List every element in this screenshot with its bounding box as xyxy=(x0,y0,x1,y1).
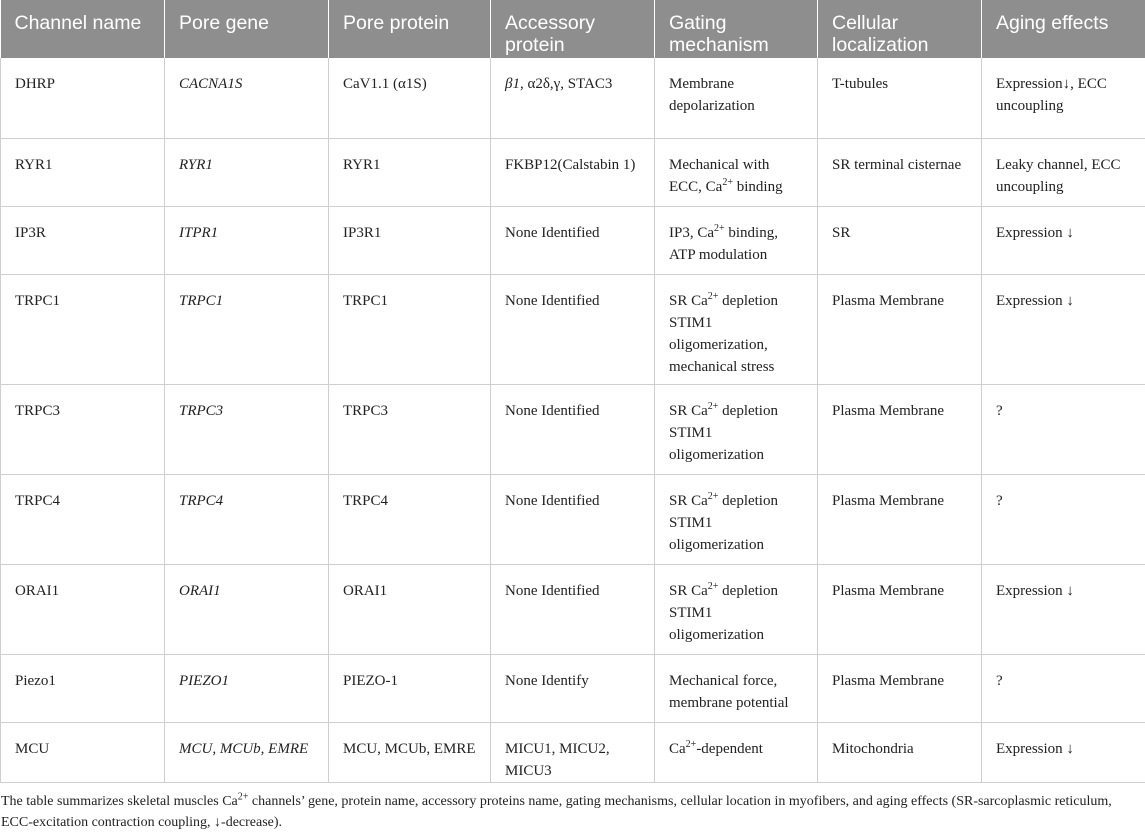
gating-text-post: -dependent xyxy=(696,740,763,757)
header-accessory-protein: Accessory protein xyxy=(491,0,655,58)
gating-text-pre: SR Ca xyxy=(669,492,708,509)
gating-superscript: 2+ xyxy=(714,222,725,234)
cell-accessory-protein: None Identify xyxy=(491,654,655,722)
header-gating-mechanism: Gating mechanism xyxy=(655,0,818,58)
cell-pore-protein: TRPC4 xyxy=(329,474,491,564)
cell-pore-gene: RYR1 xyxy=(165,138,329,206)
gating-superscript: 2+ xyxy=(707,580,719,592)
cell-pore-gene: CACNA1S xyxy=(165,58,329,138)
cell-cellular-localization: Plasma Membrane xyxy=(818,654,982,722)
cell-pore-protein: TRPC3 xyxy=(329,384,491,474)
cell-cellular-localization: Plasma Membrane xyxy=(818,274,982,384)
cell-cellular-localization: Mitochondria xyxy=(818,722,982,782)
cell-cellular-localization: SR xyxy=(818,206,982,274)
table-row xyxy=(1,722,1145,782)
gating-superscript: 2+ xyxy=(707,290,719,302)
header-aging-effects: Aging effects xyxy=(982,0,1145,58)
cell-channel-name: RYR1 xyxy=(1,138,165,206)
header-pore-gene: Pore gene xyxy=(165,0,329,58)
gating-text-post: binding xyxy=(732,178,783,195)
cell-pore-gene: ORAI1 xyxy=(165,564,329,654)
cell-channel-name: TRPC1 xyxy=(1,274,165,384)
table-header xyxy=(1,0,1145,58)
cell-channel-name: MCU xyxy=(1,722,165,782)
cell-pore-protein: IP3R1 xyxy=(329,206,491,274)
cell-gating-mechanism xyxy=(655,564,818,654)
cell-aging-effects: ? xyxy=(982,474,1145,564)
cell-aging-effects: Expression↓, ECC uncoupling xyxy=(982,58,1145,138)
cell-accessory-protein: FKBP12(Calstabin 1) xyxy=(491,138,655,206)
gating-text-pre: SR Ca xyxy=(669,402,708,419)
gating-text-post: depletion STIM1 oligomerization xyxy=(669,492,778,553)
header-row xyxy=(1,0,1145,58)
table-row xyxy=(1,384,1145,474)
cell-cellular-localization: T-tubules xyxy=(818,58,982,138)
cell-pore-gene: TRPC3 xyxy=(165,384,329,474)
cell-pore-protein: ORAI1 xyxy=(329,564,491,654)
cell-pore-gene: MCU, MCUb, EMRE xyxy=(165,722,329,782)
gating-superscript: 2+ xyxy=(685,738,697,750)
cell-gating-mechanism xyxy=(655,274,818,384)
cell-pore-gene: TRPC4 xyxy=(165,474,329,564)
cell-channel-name: DHRP xyxy=(1,58,165,138)
table-caption xyxy=(0,783,1145,833)
cell-pore-protein: CaV1.1 (α1S) xyxy=(329,58,491,138)
cell-aging-effects: Expression ↓ xyxy=(982,274,1145,384)
table-row xyxy=(1,138,1145,206)
gating-text-pre: Ca xyxy=(669,740,686,757)
cell-channel-name: IP3R xyxy=(1,206,165,274)
cell-cellular-localization: Plasma Membrane xyxy=(818,384,982,474)
cell-pore-gene: ITPR1 xyxy=(165,206,329,274)
gating-superscript: 2+ xyxy=(722,176,733,188)
gating-text-post: depletion STIM1 oligomerization, mechanical stress xyxy=(669,292,778,375)
cell-aging-effects: Expression ↓ xyxy=(982,206,1145,274)
gating-superscript: 2+ xyxy=(707,490,719,502)
cell-cellular-localization: SR terminal cisternae xyxy=(818,138,982,206)
cell-channel-name: TRPC3 xyxy=(1,384,165,474)
cell-aging-effects: Expression ↓ xyxy=(982,722,1145,782)
cell-accessory-protein: None Identified xyxy=(491,564,655,654)
cell-gating-mechanism xyxy=(655,206,818,274)
cell-aging-effects: ? xyxy=(982,654,1145,722)
cell-cellular-localization: Plasma Membrane xyxy=(818,564,982,654)
gating-text-post: depletion STIM1 oligomerization xyxy=(669,582,778,643)
table-row xyxy=(1,274,1145,384)
cell-pore-gene: PIEZO1 xyxy=(165,654,329,722)
cell-pore-protein: MCU, MCUb, EMRE xyxy=(329,722,491,782)
header-channel-name: Channel name xyxy=(1,0,165,58)
gating-text-pre: IP3, Ca xyxy=(669,224,714,241)
table-row xyxy=(1,206,1145,274)
cell-accessory-protein: None Identified xyxy=(491,274,655,384)
caption-text-pre: The table summarizes skeletal muscles Ca xyxy=(1,793,238,809)
cell-channel-name: Piezo1 xyxy=(1,654,165,722)
table-row xyxy=(1,564,1145,654)
cell-cellular-localization: Plasma Membrane xyxy=(818,474,982,564)
cell-gating-mechanism xyxy=(655,722,818,782)
cell-accessory-protein xyxy=(491,58,655,138)
cell-pore-gene: TRPC1 xyxy=(165,274,329,384)
table-row xyxy=(1,58,1145,138)
cell-aging-effects: ? xyxy=(982,384,1145,474)
header-pore-protein: Pore protein xyxy=(329,0,491,58)
caption-superscript: 2+ xyxy=(237,790,249,802)
table-body xyxy=(1,58,1145,782)
cell-gating-mechanism xyxy=(655,474,818,564)
cell-gating-mechanism: Membrane depolarization xyxy=(655,58,818,138)
gating-text-post: depletion STIM1 oligomerization xyxy=(669,402,778,463)
table-row xyxy=(1,654,1145,722)
caption-text-post: channels’ gene, protein name, accessory proteins name, gating mechanisms, cellular location in myofibers, and aging effects (SR-sarcoplasmic reticulum, ECC-excitation contraction coupling, ↓-decrease). xyxy=(1,793,1112,830)
cell-accessory-protein: None Identified xyxy=(491,384,655,474)
gating-text-pre: Mechanical with ECC, Ca xyxy=(669,156,770,195)
cell-accessory-protein: None Identified xyxy=(491,206,655,274)
cell-gating-mechanism: Mechanical force, membrane potential xyxy=(655,654,818,722)
cell-pore-protein: TRPC1 xyxy=(329,274,491,384)
cell-channel-name: ORAI1 xyxy=(1,564,165,654)
gating-text-pre: SR Ca xyxy=(669,292,708,309)
cell-aging-effects: Leaky channel, ECC uncoupling xyxy=(982,138,1145,206)
cell-gating-mechanism xyxy=(655,384,818,474)
cell-channel-name: TRPC4 xyxy=(1,474,165,564)
cell-accessory-protein: MICU1, MICU2, MICU3 xyxy=(491,722,655,782)
gating-superscript: 2+ xyxy=(707,400,719,412)
cell-pore-protein: RYR1 xyxy=(329,138,491,206)
accessory-rest: , α2δ,γ, STAC3 xyxy=(519,76,613,92)
header-cellular-localization: Cellular localization xyxy=(818,0,982,58)
table-row xyxy=(1,474,1145,564)
accessory-beta-subunit: β1 xyxy=(505,76,520,92)
cell-pore-protein: PIEZO-1 xyxy=(329,654,491,722)
gating-text-pre: SR Ca xyxy=(669,582,708,599)
cell-aging-effects: Expression ↓ xyxy=(982,564,1145,654)
cell-gating-mechanism xyxy=(655,138,818,206)
gating-text-post: binding, ATP modulation xyxy=(669,224,778,263)
cell-accessory-protein: None Identified xyxy=(491,474,655,564)
